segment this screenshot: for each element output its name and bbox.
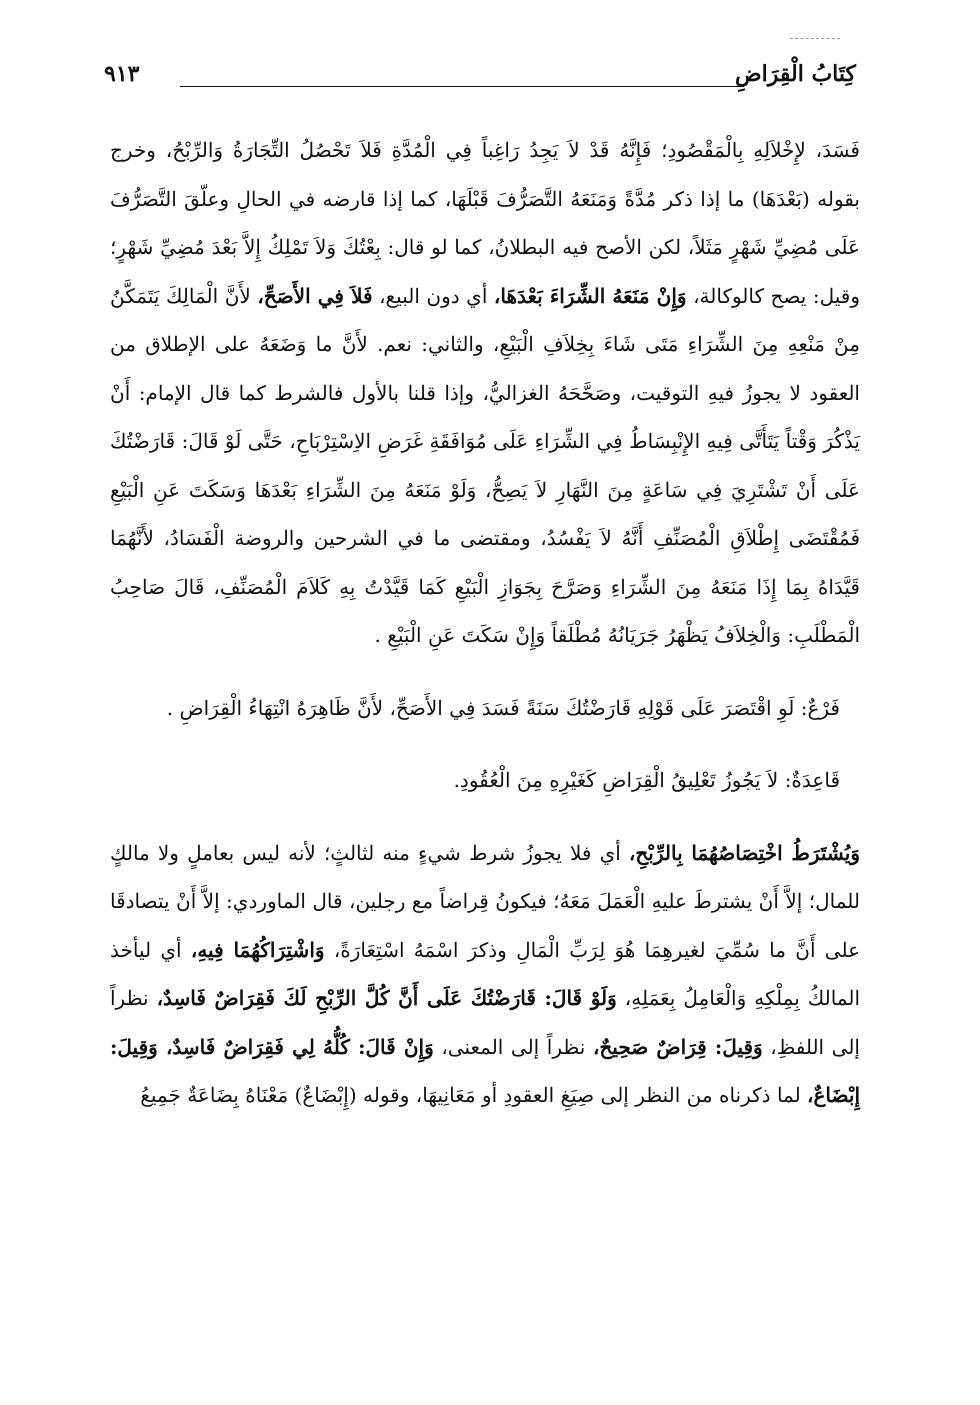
- text-segment: نظراً إلى اللفظِ،: [110, 986, 860, 1059]
- matn-segment: وَقِيلَ: قِرَاضٌ صَحِيحٌ،: [592, 1034, 763, 1059]
- text-segment: فَرْعٌ: لَوِ اقْتَصَرَ عَلَى قَوْلِهِ قَارَضْتُكَ سَنَةً فَسَدَ فِي الأَصَحِّ، لأَنَّ ظَاهِرَهُ انْتِهَاءُ الْقِرَاضِ .: [166, 695, 840, 720]
- text-segment: لأَنَّ الْمَالِكَ يَتَمَكَّنُ مِنْ مَنْعِهِ مِنَ الشِّرَاءِ مَتَى شَاءَ بِخِلاَفِ الْبَيْعِ، والثاني: نعم. لأَنَّ ما وَضَعَهُ على الإطلاق من العقود لا يجوزُ فيهِ التوقيت، وصَحَّحَهُ الغزاليُّ، وإذا قلنا بالأول فالشرط كما قال الإمام: أَنْ يَذْكُرَ وَقْتاً يَتَأَتَّى فِيهِ الإِنْبِسَاطُ فِي الشِّرَاءِ عَلَى مُوَافَقَةِ غَرَضِ الاِسْتِرْبَاحِ، حَتَّى لَوْ قَالَ: قَارَضْتُكَ عَلَى أَنْ تَشْتَرِيَ فِي سَاعَةٍ مِنَ النَّهَارِ لاَ يَصِحُّ، وَلَوْ مَنَعَهُ مِنَ الشِّرَاءِ بَعْدَهَا وَسَكَتَ عَنِ الْبَيْعِ فَمُقْتَضَى إِطْلاَقِ الْمُصَنِّفِ أَنَّهُ لاَ يَفْسُدُ، ومقتضى ما في الشرحين والروضة الْفَسَادُ، لأَنَّهُمَا قَيَّدَاهُ بِمَا إِذَا مَنَعَهُ مِنَ الشِّرَاءِ وَصَرَّحَ بِجَوَازِ الْبَيْعِ كَمَا قَيَّدْتُ بِهِ كَلاَمَ الْمُصَنِّفِ، قَالَ صَاحِبُ الْمَطْلَبِ: وَالْخِلاَفُ يَظْهَرُ جَرَيَانُهُ مُطْلَقاً وَإِنْ سَكَتَ عَنِ الْبَيْعِ .: [110, 283, 860, 647]
- matn-segment: وَاشْتِرَاكُهُمَا فِيهِ،: [190, 937, 325, 962]
- text-segment: نظراً إلى المعنى،: [433, 1034, 593, 1059]
- text-segment: أي ليأخذ المالكُ بِمِلْكِهِ وَالْعَامِلُ بِعَمَلِهِ،: [110, 937, 860, 1010]
- text-segment: أي دون البيع،: [372, 283, 494, 308]
- matn-segment: وَيُشْتَرَطُ اخْتِصَاصُهُمَا بِالرِّبْحِ،: [628, 840, 860, 865]
- paragraph-qaida: [110, 756, 860, 805]
- matn-segment: فَلاَ فِي الأَصَحِّ،: [257, 283, 373, 308]
- top-edge-mark: [790, 38, 840, 39]
- header-rule: [180, 86, 744, 87]
- matn-segment: وَإِنْ قَالَ: كُلُّهُ لِي فَقِرَاضٌ فَاسِدٌ، وَقِيلَ: إِبْضَاعٌ،: [110, 1034, 860, 1107]
- text-segment: فَسَدَ، لإِخْلاَلِهِ بِالْمَقْصُودِ؛ فَإِنَّهُ قَدْ لاَ يَجِدُ رَاغِباً فِي الْمُدَّةِ فَلاَ تَحْصُلُ التِّجَارَةُ وَالرِّبْحُ، وخرج بقوله (بَعْدَهَا) ما إذا ذكر مُدَّةً وَمَنَعَهُ التَّصَرُّفَ قَبْلَهَا، كما إذا قارضه في الحالِ وعلّقَ التَّصَرُّفَ عَلَى مُضِيِّ شَهْرٍ مَثَلاً، لكن الأصح فيه البطلانُ، كما لو قال: بِعْتُكَ وَلاَ تَمْلِكُ إِلاَّ بَعْدَ مُضِيِّ شَهْرٍ؛ وقيل: يصح كالوكالة،: [110, 138, 860, 308]
- text-segment: قَاعِدَةٌ: لاَ يَجُوزُ تَعْلِيقُ الْقِرَاضِ كَغَيْرِهِ مِنَ الْعُقُودِ.: [453, 768, 840, 792]
- matn-segment: وَإِنْ مَنَعَهُ الشِّرَاءَ بَعْدَهَا،: [493, 283, 687, 308]
- page-number: ٩١٣: [104, 61, 140, 87]
- matn-segment: وَلَوْ قَالَ: قَارَضْتُكَ عَلَى أَنَّ كُلَّ الرِّبْحِ لَكَ فَقِرَاضٌ فَاسِدٌ،: [156, 986, 617, 1010]
- paragraph-4: [110, 829, 860, 1120]
- text-segment: أي فلا يجوزُ شرط شيءٍ منه لثالثٍ؛ لأنه ليس بعاملٍ ولا مالكٍ للمال؛ إلاَّ أَنْ يشترطَ عليهِ الْعَمَلَ مَعَهُ؛ فيكونُ قِراضاً مع رجلين، قال الماوردي: إلاَّ أَنْ يتصادقَا على أَنَّ ما سُمِّيَ لغيرهِمَا هُوَ لِرَبِّ الْمَالِ وذكرَ اسْمَهُ اسْتِعَارَةً،: [110, 840, 861, 962]
- text-segment: لما ذكرناه من النظر إلى صِيَغِ العقودِ أو مَعَانِيهَا، وقوله (إِبْضَاعٌ) مَعْنَاهُ بِضَاعَةٌ جَمِيعُ: [140, 1083, 808, 1107]
- body-text: [110, 126, 860, 1120]
- page-header: [104, 60, 856, 94]
- paragraph-far: [110, 684, 860, 733]
- paragraph-1: [110, 126, 860, 660]
- running-title: كِتَابُ الْقِرَاضِ: [735, 61, 856, 87]
